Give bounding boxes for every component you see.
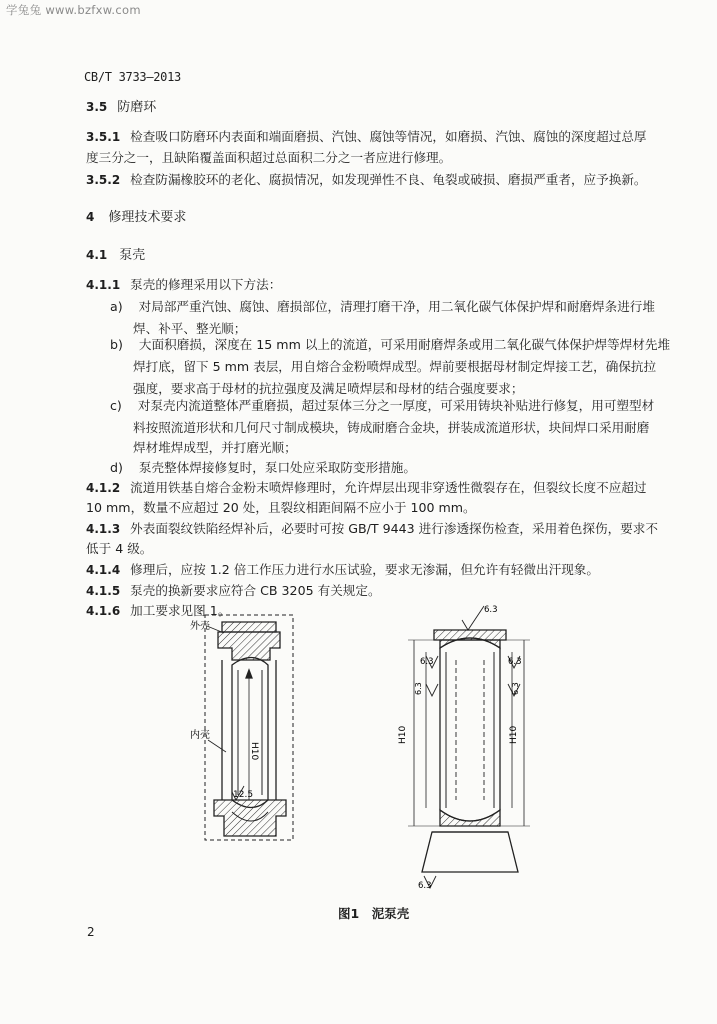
- clause-number: 4.1: [86, 248, 108, 262]
- item-text: 焊打底，留下 5 mm 表层，用自熔合金粉喷焊成型。焊前要根据母材制定焊接工艺，确保抗拉: [133, 359, 657, 374]
- roughness-left-2: 6.3: [414, 682, 423, 695]
- watermark: 学兔兔 www.bzfxw.com: [6, 3, 141, 17]
- clause-text: 修理后，应按 1.2 倍工作压力进行水压试验，要求无渗漏，但允许有轻微出汗现象。: [130, 562, 599, 577]
- clause-text: 低于 4 级。: [86, 541, 153, 556]
- clause-text: 防磨环: [117, 100, 157, 115]
- label-inner-shell: 内壳: [190, 730, 210, 741]
- clause-number: 4.1.1: [86, 278, 121, 292]
- clause-number: 3.5.1: [86, 130, 121, 144]
- roughness-12-5: 12.5: [233, 790, 254, 800]
- roughness-right-2: 6.3: [511, 682, 520, 695]
- item-marker: a): [110, 299, 123, 314]
- clause-text: 泵壳的修理采用以下方法：: [130, 277, 282, 292]
- clause-text: 外表面裂纹铁陷经焊补后，必要时可按 GB/T 9443 进行渗透探伤检查，采用着色探伤，要求不: [130, 521, 658, 536]
- roughness-right-1: 6.3: [508, 657, 522, 667]
- roughness-top: 6.3: [484, 605, 498, 615]
- clause-text: 加工要求见图 1。: [130, 603, 231, 618]
- clause-number: 4.1.5: [86, 584, 121, 598]
- clause-text: 检查防漏橡胶环的老化、腐损情况，如发现弹性不良、龟裂或破损、磨损严重者，应予换新。: [130, 172, 647, 187]
- standard-number-header: CB/T 3733—2013: [84, 70, 181, 84]
- item-text: 泵壳整体焊接修复时，泵口处应采取防变形措施。: [138, 460, 416, 475]
- clause-number: 3.5.2: [86, 173, 121, 187]
- item-text: 对泵壳内流道整体严重磨损，超过泵体三分之一厚度，可采用铸块补贴进行修复，用可塑型材: [137, 398, 655, 413]
- clause-text: 泵壳: [119, 248, 146, 263]
- left-section-drawing: [205, 615, 293, 840]
- item-text: 焊、补平、整光顺；: [133, 321, 247, 336]
- item-marker: c): [110, 398, 122, 413]
- clause-number: 3.5: [86, 100, 108, 114]
- label-outer-shell: 外壳: [190, 621, 210, 632]
- right-section-drawing: [408, 606, 530, 888]
- figure-caption: 图1 泥泵壳: [338, 906, 410, 921]
- item-text: 焊材堆焊成型，并打磨光顺；: [133, 440, 297, 455]
- item-marker: d): [110, 460, 123, 475]
- item-text: 强度，要求高于母材的抗拉强度及满足喷焊层和母材的结合强度要求；: [133, 381, 524, 396]
- clause-number: 4.1.2: [86, 481, 121, 495]
- clause-text: 修理技术要求: [108, 210, 187, 225]
- dim-h10-left: H10: [249, 742, 259, 761]
- clause-text: 度三分之一，且缺陷覆盖面积超过总面积二分之一者应进行修理。: [86, 150, 452, 165]
- clause-number: 4.1.4: [86, 563, 121, 577]
- item-marker: b): [110, 337, 123, 352]
- page-number: 2: [87, 925, 95, 939]
- dim-h10-right-inner: H10: [509, 725, 519, 744]
- clause-number: 4.1.3: [86, 522, 121, 536]
- roughness-bottom: 6.3: [418, 881, 432, 891]
- item-text: 料按照流道形状和几何尺寸制成模块，铸成耐磨合金块，拼装成流道形状，块间焊口采用耐磨: [133, 420, 650, 435]
- clause-text: 10 mm，数量不应超过 20 处，且裂纹相距间隔不应小于 100 mm。: [86, 500, 476, 515]
- clause-text: 流道用铁基自熔合金粉末喷焊修理时，允许焊层出现非穿透性微裂存在，但裂纹长度不应超过: [130, 480, 647, 495]
- roughness-left-1: 6.3: [420, 657, 434, 667]
- item-text: 对局部严重汽蚀、腐蚀、磨损部位，清理打磨干净，用二氧化碳气体保护焊和耐磨焊条进行堆: [138, 299, 655, 314]
- clause-number: 4: [86, 210, 95, 224]
- clause-number: 4.1.6: [86, 604, 121, 618]
- dim-h10-right-outer: H10: [398, 725, 408, 744]
- clause-text: 泵壳的换新要求应符合 CB 3205 有关规定。: [130, 583, 381, 598]
- item-text: 大面积磨损，深度在 15 mm 以上的流道，可采用耐磨焊条或用二氧化碳气体保护焊等焊材先堆: [138, 337, 671, 352]
- clause-text: 检查吸口防磨环内表面和端面磨损、汽蚀、腐蚀等情况，如磨损、汽蚀、腐蚀的深度超过总厚: [130, 129, 647, 144]
